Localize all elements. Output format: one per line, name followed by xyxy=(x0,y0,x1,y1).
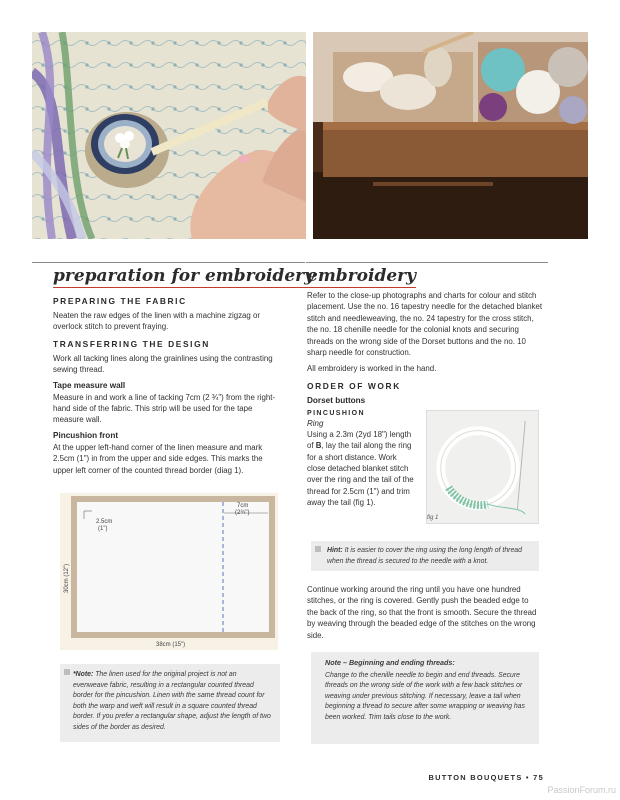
diagram-label-height: 30cm (12") xyxy=(64,563,70,593)
diagram-label-right: 7cm xyxy=(237,503,249,509)
photo-sewing-box xyxy=(313,32,588,239)
photo-ring-fig1 xyxy=(426,410,539,524)
paragraph-ring: Using a 2.3m (2yd 18") length of B, lay the tail along the ring for a short distance. Work close detached blanket stitch over the ring and the tail of the thread for 2.5cm (1") and trim away the tail (fig 1). xyxy=(307,429,414,508)
diagram-label-width: 38cm (15") xyxy=(156,642,186,648)
paragraph-embroidery-hand: All embroidery is worked in the hand. xyxy=(307,364,437,374)
paragraph-transferring: Work all tacking lines along the grainlines using the contrasting sewing thread. xyxy=(53,353,273,375)
subsection-title-ring: Ring xyxy=(307,418,324,428)
section-title-preparing-fabric: PREPARING THE FABRIC xyxy=(53,296,187,306)
paragraph-embroidery-intro: Refer to the close-up photographs and charts for colour and stitch placement. Use the no. 16 tapestry needle for the detached blanket stitch and needleweaving, the no. 24 tapestry for the cross stitch, the no. 18 chenille needle for the colonial knots and securing threads on the wrong side of the Dorset buttons and the no. 10 sharp needle for construction. xyxy=(307,291,543,358)
diagram-label-left: 2.5cm xyxy=(96,519,113,525)
paragraph-preparing-fabric: Neaten the raw edges of the linen with a machine zigzag or overlock stitch to prevent fraying. xyxy=(53,311,261,332)
paragraph-tape-measure: Measure in and work a line of tacking 7cm (2 ¾") from the right-hand side of the fabric. This strip will be used for the tape measure wall. xyxy=(53,392,276,425)
heading-embroidery: embroidery xyxy=(307,266,416,286)
fig-1-label: fig 1 xyxy=(427,515,439,521)
note-linen xyxy=(60,664,280,742)
photo-pincushion-hands xyxy=(32,32,306,239)
footer-section: BUTTON BOUQUETS xyxy=(428,773,523,782)
hint-marker xyxy=(315,546,321,552)
heading-rule-left xyxy=(32,262,305,263)
note-beginning-ending-text: Change to the chenille needle to begin and end threads. Secure threads on the wrong side of the work with a few back stitches or weaving under previous stitching. If necessary, leave a tail when beginning a thread to secure after some wrapping or weaving has been worked. Trim tails close to the work. xyxy=(325,671,525,721)
subsection-title-tape-measure: Tape measure wall xyxy=(53,380,126,390)
note-beginning-ending xyxy=(311,652,539,744)
note-linen-text: *Note: The linen used for the original project is not an evenweave fabric, resulting in a rectangular counted thread border for the pincushion. Linen with the same thread count for both the warp and weft will result in a square counted thread border. If you prefer a rectangular shape, adjust the length of two sides of the border as desired. xyxy=(73,671,271,731)
subsection-title-pincushion-front: Pincushion front xyxy=(53,430,119,440)
hint-text: Hint: It is easier to cover the ring using the long length of thread when the thread is secured to the needle with a knot. xyxy=(327,547,522,565)
section-title-transferring: TRANSFERRING THE DESIGN xyxy=(53,338,210,349)
watermark: PassionForum.ru xyxy=(547,785,616,795)
diagram-label-right2: (2¾") xyxy=(235,510,250,516)
heading-rule-right xyxy=(306,262,548,263)
page-footer xyxy=(428,773,544,782)
diagram-label-left2: (1") xyxy=(98,526,108,532)
note-beginning-ending-title: Note – Beginning and ending threads: xyxy=(325,658,455,667)
page-number: 75 xyxy=(533,773,544,782)
section-title-order-of-work: ORDER OF WORK xyxy=(307,380,401,391)
note-marker xyxy=(64,669,70,675)
subsection-title-dorset: Dorset buttons xyxy=(307,395,366,405)
hint-box xyxy=(311,541,539,571)
heading-preparation: preparation for embroidery xyxy=(53,266,314,286)
column-left xyxy=(53,290,283,481)
paragraph-continue: Continue working around the ring until you have one hundred stitches, or the ring is covered. Gently push the beaded edge to the back of the ring, so that the front is smooth. Secure the thread by weaving through the beaded edge of the stitches on the wrong side. xyxy=(307,585,537,640)
fabric-diagram xyxy=(60,493,278,650)
subsection-title-pincushion: PINCUSHION xyxy=(307,409,365,417)
footer-bullet: • xyxy=(525,773,530,782)
paragraph-pincushion-front: At the upper left-hand corner of the linen measure and mark 2.5cm (1") in from the upper and side edges. This marks the upper left corner of the counted thread border (diag 1). xyxy=(53,442,263,475)
